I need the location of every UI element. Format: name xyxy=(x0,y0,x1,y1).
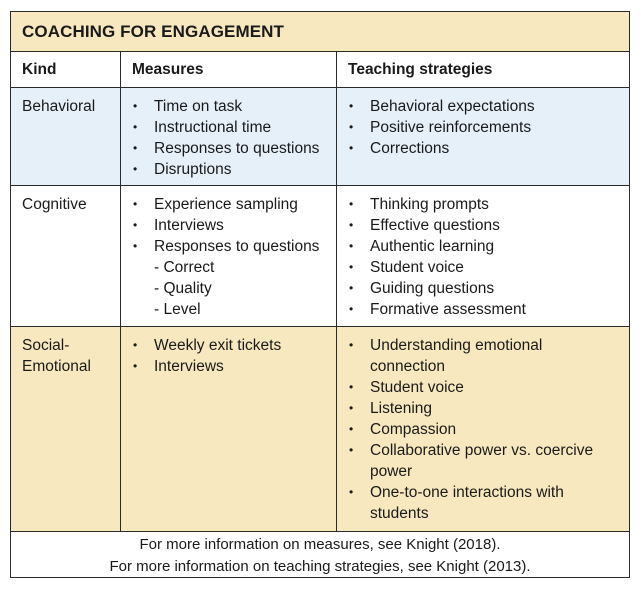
header-kind: Kind xyxy=(11,52,121,87)
list-item: • Student voice xyxy=(348,257,629,278)
row-cognitive xyxy=(11,186,629,327)
kind-label: Cognitive xyxy=(22,196,87,213)
kind-cell xyxy=(11,327,121,531)
list-item: • Interviews xyxy=(132,356,336,377)
list-item: • Responses to questions xyxy=(132,138,336,159)
list-item: • Time on task xyxy=(132,96,336,117)
row-social-emotional xyxy=(11,327,629,532)
list-item: • Interviews xyxy=(132,215,336,236)
footer-line-strategies: For more information on teaching strategies, see Knight (2013). xyxy=(109,558,531,575)
table-footer xyxy=(11,532,629,578)
list-item: • Behavioral expectations xyxy=(348,96,629,117)
list-item: • Disruptions xyxy=(132,159,336,180)
list-item: • Weekly exit tickets xyxy=(132,335,336,356)
measures-cell xyxy=(121,327,337,531)
footer-line-measures: For more information on measures, see Knight (2018). xyxy=(139,536,501,553)
list-item: • Authentic learning xyxy=(348,236,629,257)
kind-cell xyxy=(11,186,121,326)
measures-cell xyxy=(121,186,337,326)
list-item: • Thinking prompts xyxy=(348,194,629,215)
sub-list-item: - Quality xyxy=(154,280,212,297)
measures-cell xyxy=(121,88,337,185)
list-item: • Understanding emotional connection xyxy=(348,335,603,377)
header-measures: Measures xyxy=(121,52,337,87)
list-item: • Listening xyxy=(348,398,603,419)
list-item: • Collaborative power vs. coercive power xyxy=(348,440,603,482)
list-item: • Compassion xyxy=(348,419,603,440)
header-strategies: Teaching strategies xyxy=(348,61,493,78)
list-item: • Experience sampling xyxy=(132,194,336,215)
list-item: • Responses to questions xyxy=(132,236,336,257)
header-row xyxy=(11,52,629,88)
list-item: • One-to-one interactions with students xyxy=(348,482,603,524)
table-title: COACHING FOR ENGAGEMENT xyxy=(11,12,629,52)
strategies-cell xyxy=(337,186,629,326)
kind-cell xyxy=(11,88,121,185)
list-item: • Student voice xyxy=(348,377,603,398)
row-behavioral xyxy=(11,88,629,186)
sub-list-item: - Level xyxy=(154,301,201,318)
list-item: • Guiding questions xyxy=(348,278,629,299)
sub-list-item: - Correct xyxy=(154,259,215,276)
kind-label-line1: Social- xyxy=(22,337,70,354)
kind-label: Behavioral xyxy=(22,98,96,115)
list-item: • Formative assessment xyxy=(348,299,629,320)
list-item: • Positive reinforcements xyxy=(348,117,629,138)
kind-label-line2: Emotional xyxy=(22,358,91,375)
engagement-table xyxy=(10,11,630,578)
strategies-cell xyxy=(337,327,629,531)
list-item: • Effective questions xyxy=(348,215,629,236)
list-item: • Corrections xyxy=(348,138,629,159)
list-item: • Instructional time xyxy=(132,117,336,138)
strategies-cell xyxy=(337,88,629,185)
